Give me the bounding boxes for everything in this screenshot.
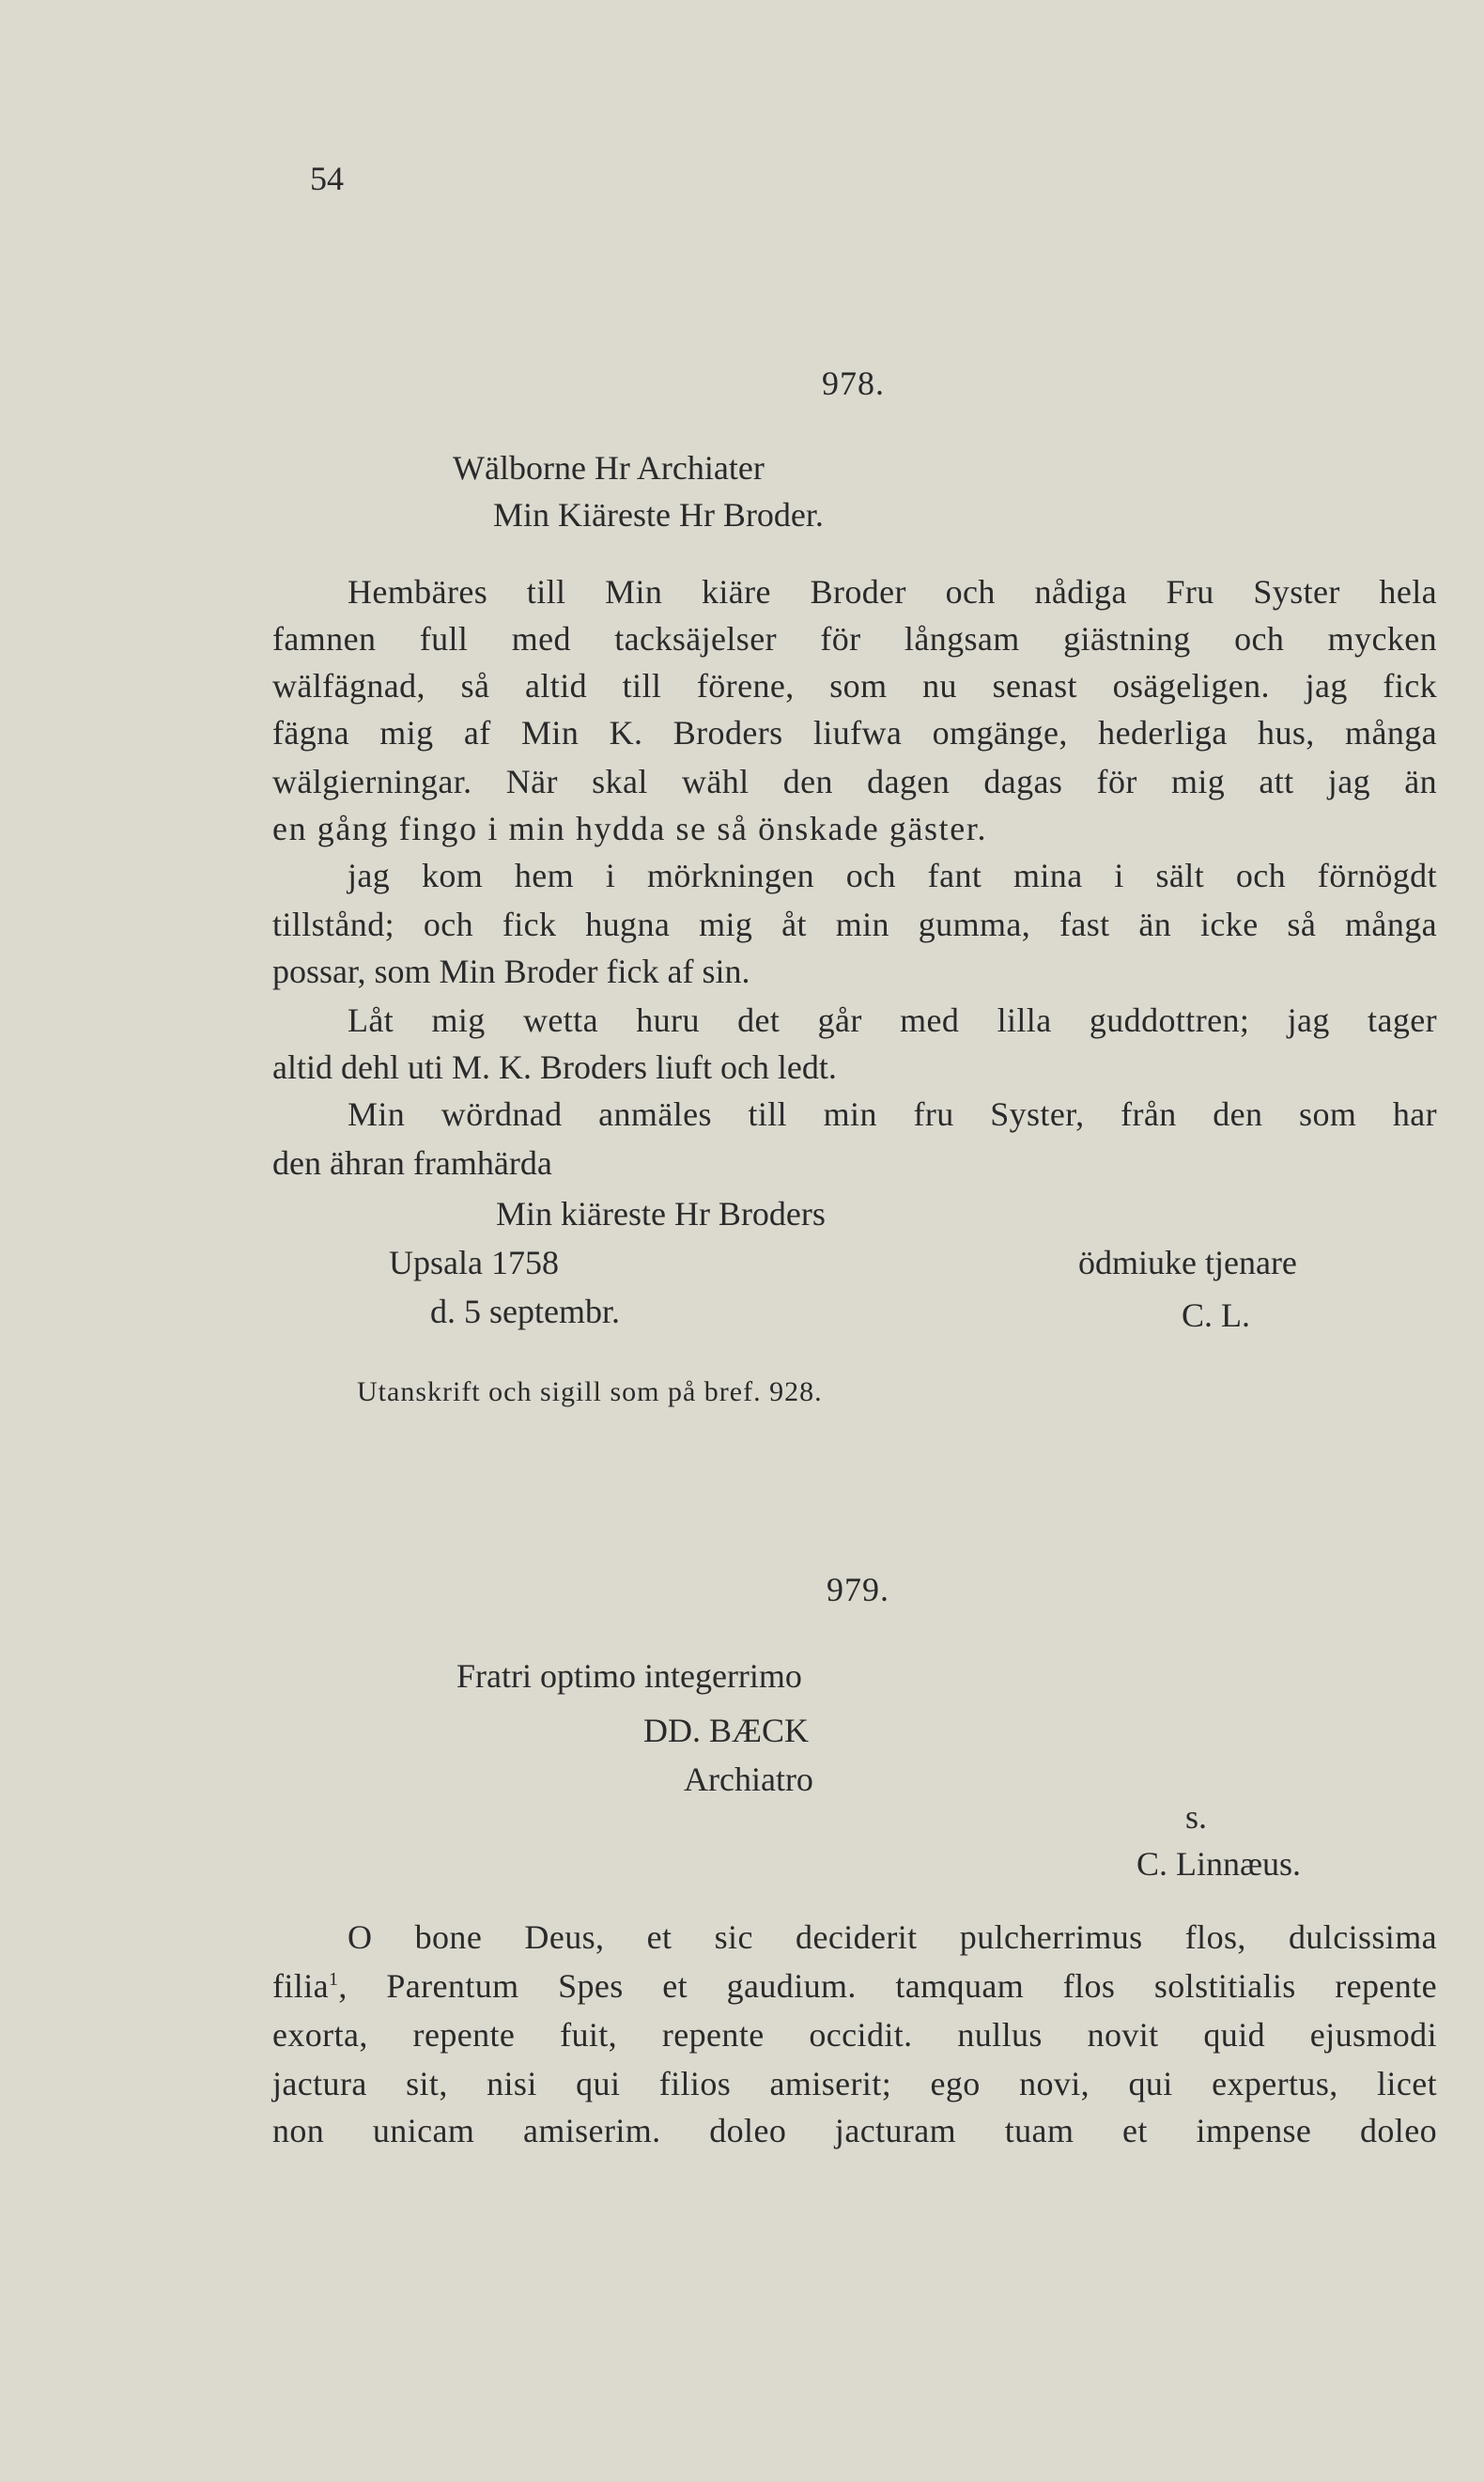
letter-978-number: 978. [822, 365, 885, 402]
letter-978-line-10: Låt mig wetta huru det går med lilla guddottren; jag tager [348, 1001, 1437, 1039]
letter-978-salutation-1: Wälborne Hr Archiater [453, 449, 765, 487]
letter-979-line-5: non unicam amiserim. doleo jacturam tuam et impense doleo [272, 2112, 1437, 2149]
letter-978-line-13: den ähran framhärda [272, 1144, 552, 1182]
letter-978-date: d. 5 septembr. [430, 1293, 620, 1330]
letter-978-line-12: Min wördnad anmäles till min fru Syster, från den som har [348, 1095, 1437, 1133]
letter-979-line-2-start: filia$^1$, Parentum Spes et gaudium. tamquam flos solstitialis repente [272, 1967, 1437, 2005]
letter-978-signoff: ödmiuke tjenare [1078, 1244, 1297, 1281]
letter-978-line-9: possar, som Min Broder fick af sin. [272, 953, 750, 990]
letter-979-line-3: exorta, repente fuit, repente occidit. nullus novit quid ejusmodi [272, 2016, 1437, 2054]
letter-979-line-4: jactura sit, nisi qui filios amiserit; ego novi, qui expertus, licet [272, 2065, 1437, 2102]
letter-978-line-8: tillstånd; och fick hugna mig åt min gumma, fast än icke så många [272, 906, 1437, 943]
letter-978-place: Upsala 1758 [389, 1244, 559, 1281]
letter-979-address-3: Archiatro [684, 1761, 813, 1798]
letter-979-greeting: s. [1185, 1798, 1208, 1836]
letter-978-line-11: altid dehl uti M. K. Broders liuft och ledt. [272, 1048, 837, 1086]
letter-978-line-5: wälgierningar. När skal wähl den dagen dagas för mig att jag än [272, 763, 1437, 800]
letter-979-line-1: O bone Deus, et sic deciderit pulcherrimus flos, dulcissima [348, 1918, 1437, 1956]
footnote-marker: 1 [328, 1969, 339, 1990]
letter-978-line-1: Hembäres till Min kiäre Broder och nådiga Fru Syster hela [348, 573, 1437, 611]
letter-979-address-1: Fratri optimo integerrimo [456, 1657, 802, 1695]
letter-978-note: Utanskrift och sigill som på bref. 928. [357, 1376, 823, 1407]
letter-979-sender: C. Linnæus. [1136, 1845, 1302, 1883]
page-number: 54 [310, 160, 344, 197]
letter-978-closing: Min kiäreste Hr Broders [496, 1195, 826, 1233]
letter-978-initials: C. L. [1182, 1296, 1251, 1334]
letter-978-line-2: famnen full med tacksäjelser för långsam giästning och mycken [272, 620, 1437, 658]
letter-978-line-4: fägna mig af Min K. Broders liufwa omgänge, hederliga hus, många [272, 714, 1437, 752]
letter-979-address-2: DD. BÆCK [643, 1712, 810, 1749]
letter-978-line-7: jag kom hem i mörkningen och fant mina i sält och förnögdt [348, 857, 1437, 894]
letter-978-line-3: wälfägnad, så altid till förene, som nu senast osägeligen. jag fick [272, 667, 1437, 705]
letter-979-line-2 [272, 1965, 1437, 2007]
letter-978-line-6: en gång fingo i min hydda se så önskade gäster. [272, 810, 988, 847]
letter-979-number: 979. [827, 1571, 889, 1608]
letter-978-salutation-2: Min Kiäreste Hr Broder. [493, 496, 824, 534]
